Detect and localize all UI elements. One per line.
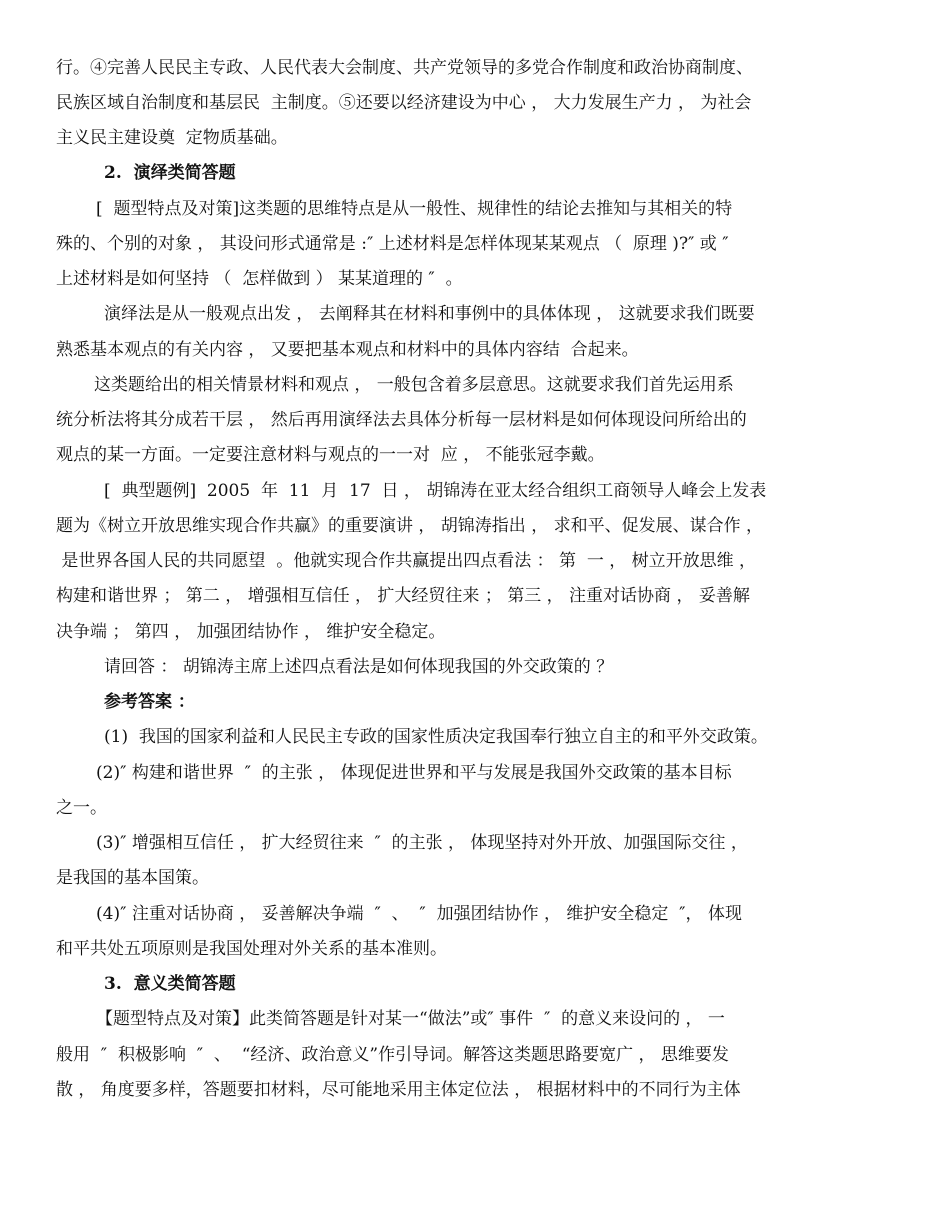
question-line: 请回答 ： 胡锦涛主席上述四点看法是如何体现我国的外交政策的 ？: [104, 657, 614, 677]
text-line: 熟悉基本观点的有关内容 ， 又要把基本观点和材料中的具体内容结 合起来。: [56, 340, 639, 360]
text-line: 和平共处五项原则是我国处理对外关系的基本准则。: [56, 939, 447, 959]
text-line: 演绎法是从一般观点出发 ， 去阐释其在材料和事例中的具体体现 ， 这就要求我们既要: [104, 304, 755, 324]
text-line: 这类题给出的相关情景材料和观点 ， 一般包含着多层意思。这就要求我们首先运用系: [94, 375, 734, 395]
text-line: 散 ， 角度要多样，答题要扣材料，尽可能地采用主体定位法 ， 根据材料中的不同行为主体: [56, 1080, 741, 1100]
text-line: 统分析法将其分成若干层 ， 然后再用演绎法去具体分析每一层材料是如何体现设问所给出的: [56, 410, 747, 430]
text-line: 决争端 ； 第四 ， 加强团结协作 ， 维护安全稳定。: [56, 622, 446, 642]
text-line: 【题型特点及对策】此类简答题是针对某一“做法”或″ 事件 ″ 的意义来设问的 ， 一: [96, 1009, 725, 1029]
text-line: 殊的、个别的对象 ， 其设问形式通常是 :″ 上述材料是怎样体现某某观点 （ 原理 )?″ 或 ″: [56, 234, 729, 254]
text-line: 构建和谐世界 ； 第二 ， 增强相互信任 ， 扩大经贸往来 ； 第三 ， 注重对话协商 ， 妥善解: [56, 586, 750, 606]
text-line: 是世界各国人民的共同愿望 。他就实现合作共赢提出四点看法 ： 第 一 ， 树立开放思维 ，: [56, 551, 757, 571]
answer-item: (3)″ 增强相互信任 ， 扩大经贸往来 ″ 的主张 ， 体现坚持对外开放、加强国际交往 ，: [96, 833, 748, 853]
text-line: 之一。: [56, 798, 107, 818]
answer-item: (1) 我国的国家利益和人民民主专政的国家性质决定我国奉行独立自主的和平外交政策。: [104, 727, 768, 747]
text-line: 般用 ″ 积极影响 ″ 、 “经济、政治意义”作引导词。解答这类题思路要宽广 ， 思维要发: [56, 1045, 729, 1065]
text-line: 题为《树立开放思维实现合作共赢》的重要演讲 ， 胡锦涛指出 ， 求和平、促发展、谋合作 ，: [56, 516, 764, 536]
text-line: 行。④完善人民民主专政、人民代表大会制度、共产党领导的多党合作制度和政治协商制度、: [56, 58, 753, 78]
text-line: 上述材料是如何坚持 （ 怎样做到 ） 某某道理的 ″ 。: [56, 269, 463, 289]
section-heading: 2. 演绎类简答题: [104, 163, 236, 183]
text-line: 是我国的基本国策。: [56, 868, 209, 888]
text-line: 民族区域自治制度和基层民 主制度。⑤还要以经济建设为中心 ， 大力发展生产力 ， 为社会: [56, 93, 752, 113]
answer-item: (2)″ 构建和谐世界 ″ 的主张 ， 体现促进世界和平与发展是我国外交政策的基本目标: [96, 763, 732, 783]
text-line: [ 典型题例] 2005 年 11 月 17 日 ， 胡锦涛在亚太经合组织工商领导人峰会上发表: [104, 481, 767, 501]
text-line: 主义民主建设奠 定物质基础。: [56, 128, 288, 148]
section-heading: 3. 意义类简答题: [104, 974, 236, 994]
answer-heading: 参考答案 ：: [104, 692, 195, 712]
text-line: 观点的某一方面。一定要注意材料与观点的一一对 应 ， 不能张冠李戴。: [56, 445, 605, 465]
text-line: [ 题型特点及对策]这类题的思维特点是从一般性、规律性的结论去推知与其相关的特: [96, 199, 733, 219]
answer-item: (4)″ 注重对话协商 ， 妥善解决争端 ″ 、 ″ 加强团结协作 ， 维护安全稳定 ″， 体现: [96, 904, 742, 924]
